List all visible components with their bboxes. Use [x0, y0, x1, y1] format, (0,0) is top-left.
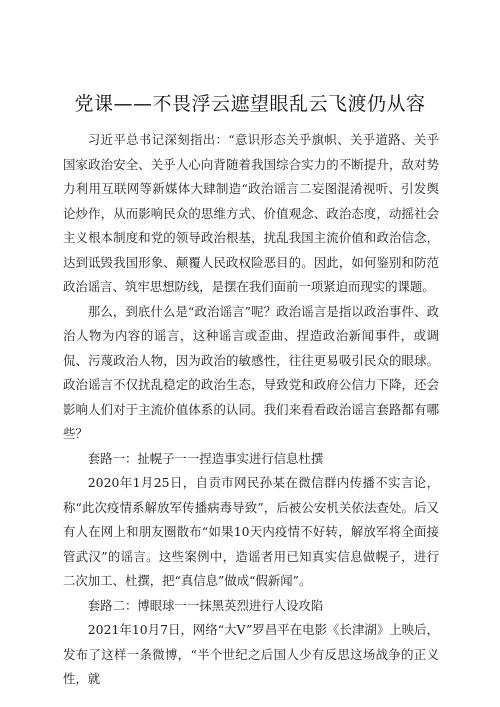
paragraph-case-2: 2021年10月7日，网络“大V”罗昌平在电影《长津湖》上映后，发布了这样一条微博，“半个世纪之后国人少有反思这场战争的正义性，就	[63, 622, 439, 686]
paragraph-definition: 那么，到底什么是“政治谣言”呢？政治谣言是指以政治事件、政治人物为内容的谣言，这种谣言或歪曲、捏造政治新闻事件，或调侃、污蔑政治人物，因为政治的敏感性，往往更易吸引民众的眼球。政治谣言不仅扰乱稳定的政治生态，导致党和政府公信力下降，还会影响人们对于主流价值体系的认同。我们来看看政治谣言套路都有哪些？	[63, 303, 439, 441]
section-heading-1: 套路一：扯幌子一一捏造事实进行信息杜撰	[87, 450, 324, 466]
paragraph-case-1: 2020年1月25日，自贡市网民孙某在微信群内传播不实言论，称“此次疫情系解放军传播病毒导致”，后被公安机关依法查处。后又有人在网上和朋友圈散布“如果10天内疫情不好转，解放军将全面接管武汉”的谣言。这些案例中，造谣者用已知真实信息做幌子，进行二次加工、杜撰，把“真信息”做成“假新闻”。	[63, 475, 439, 588]
paragraph-intro: 习近平总书记深刻指出：“意识形态关乎旗帜、关乎道路、关乎国家政治安全、关乎人心向背随着我国综合实力的不断提升，敌对势力利用互联网等新媒体大肆制造“政治谣言二妄图混淆视听、引发舆论炒作，从而影响民众的思维方式、价值观念、政治态度，动摇社会主义根本制度和党的领导政治根基，扰乱我国主流价值和政治信念，达到诋毁我国形象、颠覆人民政权险恶目的。因此，如何鉴别和防范政治谣言、筑牢思想防线，是摆在我们面前一项紧迫而现实的课题。	[63, 132, 439, 294]
section-heading-2: 套路二：博眼球一一抹黑英烈进行人设攻陷	[87, 597, 324, 613]
document-body	[63, 128, 439, 692]
document-title: 党课——不畏浮云遮望眼乱云飞渡仍从容	[74, 93, 426, 115]
